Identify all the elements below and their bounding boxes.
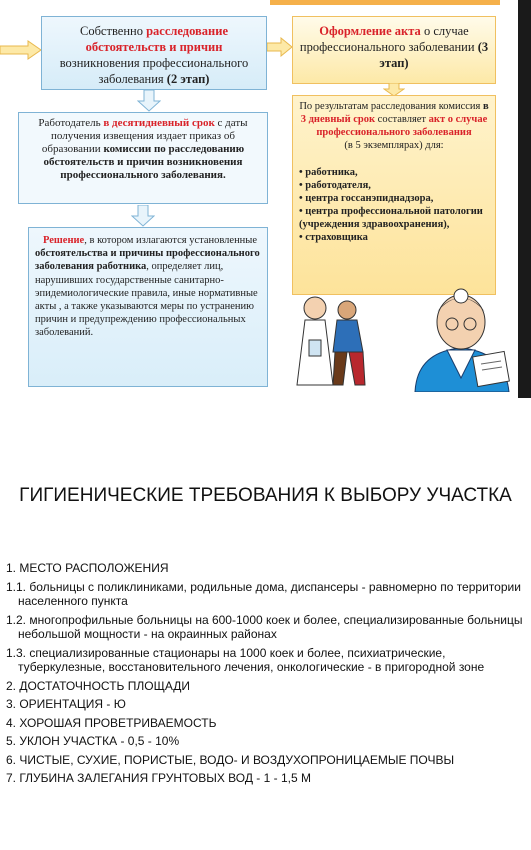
list-item: 1.1. больницы с поликлиниками, родильные дома, диспансеры - равномерно по территории населенного пункта: [6, 579, 521, 608]
list-item: 1.2. многопрофильные больницы на 600-1000 коек и более, специализированные больницы небольшой мощности - на окраинных районах: [6, 612, 523, 641]
stage2-highlight: расследование обстоятельств и причин: [85, 24, 228, 54]
employer-commission: комиссии по расследованию обстоятельств и причин возникновения профессионального заболевания.: [43, 143, 245, 181]
stage3-box: [292, 16, 496, 84]
investigation-slide: [0, 0, 531, 400]
stage2-text-end: возникновения профессионального заболевания: [59, 56, 249, 86]
results-text-mid: составляет: [375, 114, 429, 125]
results-box: [292, 95, 496, 295]
decision-text-end: , определяет лиц, нарушивших государственные санитарно-эпидемиологические правила, иные нормативные акты , а также указываются меры по устранению причин и предупреждению профессиональных заболеваний.: [35, 261, 258, 339]
stage2-box: [41, 16, 267, 90]
arrow-right-icon: [0, 40, 42, 60]
list-item: 3. ОРИЕНТАЦИЯ - Ю: [6, 697, 126, 711]
list-item: 2. ДОСТАТОЧНОСТЬ ПЛОЩАДИ: [6, 678, 190, 693]
list-item: 6. ЧИСТЫЕ, СУХИЕ, ПОРИСТЫЕ, ВОДО- И ВОЗДУХОПРОНИЦАЕМЫЕ ПОЧВЫ: [6, 752, 455, 767]
recipient-item: • центра профессиональной патологии (учреждения здравоохранения),: [299, 206, 483, 230]
arrow-down-icon: [131, 205, 155, 227]
arrow-down-icon: [137, 90, 161, 112]
decision-bold: обстоятельства и причины профессионального заболевания работника: [35, 248, 260, 273]
decision-highlight: Решение: [43, 235, 85, 246]
stage2-text: Собственно: [79, 24, 147, 38]
stage3-label: (3 этап): [379, 40, 489, 70]
doctor-clipboard-illustration: [405, 282, 517, 392]
doctor-patient-illustration: [285, 290, 380, 390]
list-item: 5. УКЛОН УЧАСТКА - 0,5 - 10%: [6, 734, 180, 748]
list-item: 1. МЕСТО РАСПОЛОЖЕНИЯ: [6, 561, 169, 575]
list-item: 7. ГЛУБИНА ЗАЛЕГАНИЯ ГРУНТОВЫХ ВОД - 1 - 1,5 М: [6, 771, 311, 785]
recipient-item: • центра госсанэпиднадзора,: [299, 193, 434, 204]
stage3-highlight: Оформление акта: [319, 24, 421, 38]
stage2-label: (2 этап): [166, 72, 210, 86]
employer-box: [18, 112, 268, 204]
right-edge-bar: [518, 0, 531, 398]
recipients-list: [299, 166, 489, 244]
list-item: 4. ХОРОШАЯ ПРОВЕТРИВАЕМОСТЬ: [6, 715, 217, 730]
results-copies: (в 5 экземплярах) для:: [344, 140, 444, 151]
requirements-list: [6, 561, 526, 790]
employer-deadline: в десятидневный срок: [103, 117, 215, 129]
recipient-item: • работника,: [299, 167, 358, 178]
employer-text: Работодатель: [38, 117, 104, 129]
results-act: акт о случае профессионального заболевания: [316, 114, 488, 138]
list-item: 1.3. специализированные стационары на 1000 коек и более, психиатрические, туберкулезные, восстановительного лечения, онкологические - в пригородной зоне: [6, 645, 485, 674]
results-bold: в: [482, 101, 489, 112]
recipient-item: • работодателя,: [299, 180, 371, 191]
results-deadline: 3 дневный срок: [300, 114, 376, 125]
recipient-item: • страховщика: [299, 232, 368, 243]
results-text: По результатам расследования комиссия: [299, 101, 483, 112]
decision-text: , в котором излагаются установленные: [84, 235, 258, 246]
arrow-right-icon: [267, 37, 293, 57]
employer-text-mid: с даты получения извещения издает приказ об образовании: [41, 117, 248, 155]
decision-box: [28, 227, 268, 387]
accent-bar: [270, 0, 500, 5]
stage3-text: о случае профессионального заболевании: [299, 24, 475, 54]
page-title: ГИГИЕНИЧЕСКИЕ ТРЕБОВАНИЯ К ВЫБОРУ УЧАСТКА: [19, 485, 512, 506]
site-requirements-slide: [0, 400, 531, 850]
